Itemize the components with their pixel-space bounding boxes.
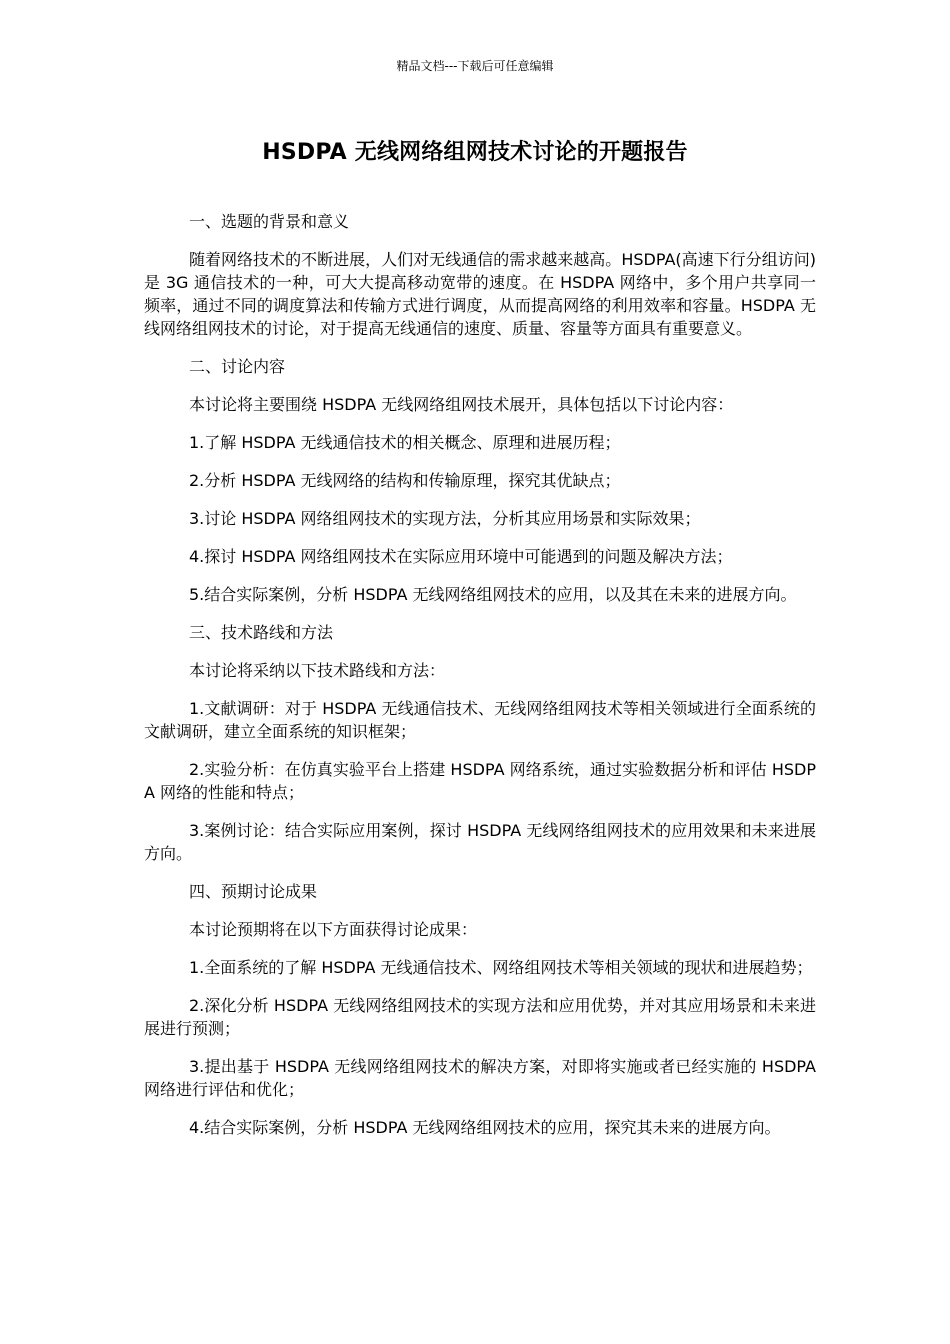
list-item-method-2: 2.实验分析：在仿真实验平台上搭建 HSDPA 网络系统，通过实验数据分析和评估 HSDPA 网络的性能和特点； <box>144 760 816 802</box>
list-item-method-1: 1.文献调研：对于 HSDPA 无线通信技术、无线网络组网技术等相关领域进行全面系统的文献调研，建立全面系统的知识框架； <box>144 699 816 741</box>
paragraph-method-intro: 本讨论将采纳以下技术路线和方法： <box>189 661 446 680</box>
section-heading-background: 一、选题的背景和意义 <box>189 212 350 231</box>
paragraph-outcomes-intro: 本讨论预期将在以下方面获得讨论成果： <box>189 920 478 939</box>
document-title: HSDPA 无线网络组网技术讨论的开题报告 <box>262 140 688 165</box>
section-heading-content: 二、讨论内容 <box>189 357 286 376</box>
list-item-method-3: 3.案例讨论：结合实际应用案例，探讨 HSDPA 无线网络组网技术的应用效果和未来进展方向。 <box>144 821 816 863</box>
list-item-content-5: 5.结合实际案例，分析 HSDPA 无线网络组网技术的应用，以及其在未来的进展方向。 <box>189 585 797 604</box>
list-item-outcome-1: 1.全面系统的了解 HSDPA 无线通信技术、网络组网技术等相关领域的现状和进展趋势； <box>189 958 813 977</box>
paragraph-content-intro: 本讨论将主要围绕 HSDPA 无线网络组网技术展开，具体包括以下讨论内容： <box>189 395 734 414</box>
list-item-content-1: 1.了解 HSDPA 无线通信技术的相关概念、原理和进展历程； <box>189 433 621 452</box>
list-item-outcome-3: 3.提出基于 HSDPA 无线网络组网技术的解决方案，对即将实施或者已经实施的 HSDPA 网络进行评估和优化； <box>144 1057 816 1099</box>
section-heading-method: 三、技术路线和方法 <box>189 623 334 642</box>
section-heading-outcomes: 四、预期讨论成果 <box>189 882 318 901</box>
page-header: 精品文档---下载后可任意编辑 <box>396 59 554 73</box>
list-item-outcome-4: 4.结合实际案例，分析 HSDPA 无线网络组网技术的应用，探究其未来的进展方向。 <box>189 1118 781 1137</box>
list-item-outcome-2: 2.深化分析 HSDPA 无线网络组网技术的实现方法和应用优势，并对其应用场景和未来进展进行预测； <box>144 996 816 1038</box>
list-item-content-2: 2.分析 HSDPA 无线网络的结构和传输原理，探究其优缺点； <box>189 471 621 490</box>
list-item-content-4: 4.探讨 HSDPA 网络组网技术在实际应用环境中可能遇到的问题及解决方法； <box>189 547 733 566</box>
paragraph-background: 随着网络技术的不断进展，人们对无线通信的需求越来越高。HSDPA(高速下行分组访问)是 3G 通信技术的一种，可大大提高移动宽带的速度。在 HSDPA 网络中，多个用户共享同一频率，通过不同的调度算法和传输方式进行调度，从而提高网络的利用效率和容量。HSDPA 无线网络组网技术的讨论，对于提高无线通信的速度、质量、容量等方面具有重要意义。 <box>144 250 816 338</box>
list-item-content-3: 3.讨论 HSDPA 网络组网技术的实现方法，分析其应用场景和实际效果； <box>189 509 701 528</box>
document-body <box>144 210 816 1154</box>
